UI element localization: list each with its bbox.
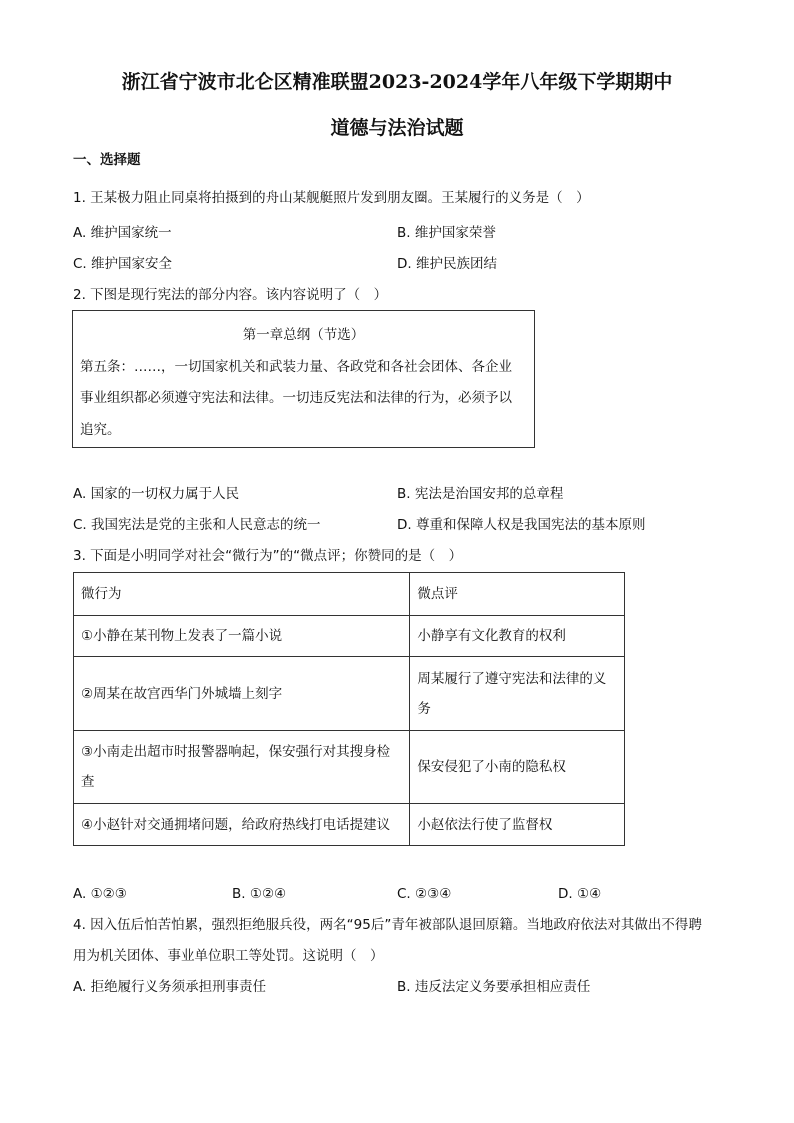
q2-option-a: A. 国家的一切权力属于人民 (73, 486, 240, 502)
q3-option-d: D. ①④ (558, 886, 602, 902)
section-heading: 一、选择题 (73, 152, 141, 168)
q2-box-line: 追究。 (80, 422, 121, 438)
table-cell: 小静享有文化教育的权利 (410, 616, 625, 657)
q3-option-c: C. ②③④ (397, 886, 452, 902)
q1-option-a: A. 维护国家统一 (73, 225, 172, 241)
document-title-line2: 道德与法治试题 (330, 117, 464, 139)
q4-stem-line1: 4. 因入伍后怕苦怕累，强烈拒绝服兵役，两名“95后”青年被部队退回原籍。当地政府依法对其做出不得聘 (73, 917, 702, 933)
q4-stem-line2: 用为机关团体、事业单位职工等处罚。这说明（ ） (73, 948, 384, 964)
q3-option-a: A. ①②③ (73, 886, 127, 902)
q1-option-d: D. 维护民族团结 (397, 256, 497, 272)
q4-option-b: B. 违反法定义务要承担相应责任 (397, 979, 591, 995)
q2-option-d: D. 尊重和保障人权是我国宪法的基本原则 (397, 517, 646, 533)
table-row (74, 731, 625, 804)
q2-box-line: 第五条：……，一切国家机关和武装力量、各政党和各社会团体、各企业 (80, 359, 512, 375)
q2-box-line: 事业组织都必须遵守宪法和法律。一切违反宪法和法律的行为，必须予以 (80, 390, 512, 406)
q2-constitution-excerpt-box (72, 310, 535, 448)
table-cell: ①小静在某刊物上发表了一篇小说 (74, 616, 410, 657)
q3-table (73, 572, 625, 846)
table-cell: ④小赵针对交通拥堵问题，给政府热线打电话提建议 (74, 804, 410, 846)
document-title-line1: 浙江省宁波市北仑区精准联盟2023-2024学年八年级下学期期中 (121, 71, 673, 93)
table-row (74, 616, 625, 657)
table-row (74, 804, 625, 846)
q3-stem: 3. 下面是小明同学对社会“微行为”的“微点评；你赞同的是（ ） (73, 548, 463, 564)
table-cell: ③小南走出超市时报警器响起，保安强行对其搜身检查 (74, 731, 410, 804)
q1-stem: 1. 王某极力阻止同桌将拍摄到的舟山某舰艇照片发到朋友圈。王某履行的义务是（ ） (73, 190, 590, 206)
q2-option-c: C. 我国宪法是党的主张和人民意志的统一 (73, 517, 321, 533)
table-cell: ②周某在故宫西华门外城墙上刻字 (74, 657, 410, 731)
table-cell: 周某履行了遵守宪法和法律的义务 (410, 657, 625, 731)
table-cell: 小赵依法行使了监督权 (410, 804, 625, 846)
table-header-row (74, 573, 625, 616)
q2-stem: 2. 下图是现行宪法的部分内容。该内容说明了（ ） (73, 287, 388, 303)
q1-option-c: C. 维护国家安全 (73, 256, 173, 272)
table-header-cell: 微行为 (74, 573, 410, 616)
q2-box-title: 第一章总纲（节选） (242, 327, 365, 343)
table-cell: 保安侵犯了小南的隐私权 (410, 731, 625, 804)
q4-option-a: A. 拒绝履行义务须承担刑事责任 (73, 979, 267, 995)
q3-option-b: B. ①②④ (232, 886, 287, 902)
q2-option-b: B. 宪法是治国安邦的总章程 (397, 486, 564, 502)
table-header-cell: 微点评 (410, 573, 625, 616)
q1-option-b: B. 维护国家荣誉 (397, 225, 496, 241)
table-row (74, 657, 625, 731)
